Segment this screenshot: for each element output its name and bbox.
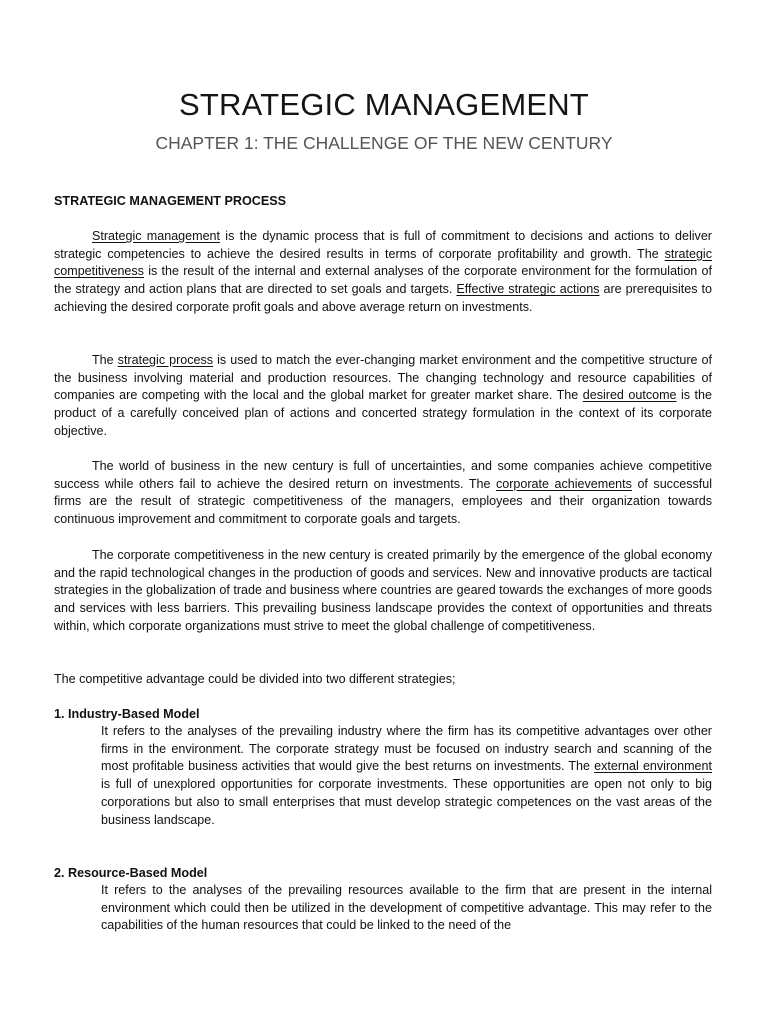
paragraph-text: of successful firms are the result of strategic competitiveness of the managers, employees and their organization towards continuous improvement and commitment to corporate goals and targets. bbox=[54, 476, 713, 527]
paragraph-text: The world of business in the new century is full of uncertainties, and some companies achieve competitive success while others fail to achieve the desired return on investments. The bbox=[54, 459, 712, 491]
paragraph-text: is used to match the ever-changing market environment and the competitive structure of the business involving material and production resources. The changing technology and resource capabilities of companies are competing with the local and the global market for greater market share. The bbox=[54, 353, 713, 403]
paragraph-world-of-business bbox=[54, 458, 712, 529]
list-heading-industry-based: 1. Industry-Based Model bbox=[54, 707, 200, 721]
page-title: STRATEGIC MANAGEMENT bbox=[179, 87, 589, 122]
underlined-term: strategic process bbox=[117, 353, 214, 367]
paragraph-text: It refers to the analyses of the prevailing industry where the firm has its competitive advantages over other firms in the environment. The corporate strategy must be focused on industry search and scanning of the most profitable business activities that would give the best returns on investments. The bbox=[101, 724, 712, 774]
paragraph-text: are prerequisites to achieving the desired corporate profit goals and above average return on investments. bbox=[54, 282, 712, 314]
list-heading-resource-based: 2. Resource-Based Model bbox=[54, 866, 208, 880]
paragraph-strategic-process bbox=[54, 352, 712, 441]
underlined-term: corporate achievements bbox=[495, 476, 632, 491]
paragraph-corporate-competitiveness: The corporate competitiveness in the new century is created primarily by the emergence of the global economy and the rapid technological changes in the production of goods and services. New and innovative products are tactical strategies in the globalization of trade and business where countries are geared towards the exchanges of more goods and services with less barriers. This prevailing business landscape provides the context of opportunities and threats within, which corporate organizations must strive to meet the global challenge of competitiveness. bbox=[54, 548, 712, 633]
underlined-term: desired outcome bbox=[582, 388, 677, 403]
paragraph-text: is the product of a carefully conceived plan of actions and concerted strategy formulation in the context of its corporate objective. bbox=[54, 388, 712, 438]
paragraph-resource-based: It refers to the analyses of the prevailing resources available to the firm that are present in the internal environment which could then be utilized in the development of competitive advantage. This may refer to the capabilities of the human resources that could be linked to the need of the bbox=[101, 883, 712, 933]
underlined-term: strategic competitiveness bbox=[54, 246, 712, 279]
paragraph-text: is the result of the internal and external analyses of the corporate environment for the formulation of the strategy and action plans that are directed to set goals and targets. bbox=[54, 264, 712, 297]
paragraph-competitive-advantage: The competitive advantage could be divided into two different strategies; bbox=[54, 672, 456, 686]
underlined-term: Effective strategic actions bbox=[456, 282, 600, 297]
paragraph-strategic-management bbox=[54, 228, 712, 317]
paragraph-text: is full of unexplored opportunities for corporate investments. These opportunities are open not only to big corporations but also to small enterprises that must develop strategic competences on the vast areas of the business landscape. bbox=[101, 777, 712, 827]
underlined-term: Strategic management bbox=[92, 229, 221, 243]
section-heading: STRATEGIC MANAGEMENT PROCESS bbox=[54, 194, 287, 208]
paragraph-text: is the dynamic process that is full of commitment to decisions and actions to deliver strategic competencies to achieve the desired results in terms of corporate profitability and growth. The bbox=[54, 229, 712, 261]
chapter-subtitle: CHAPTER 1: THE CHALLENGE OF THE NEW CENTURY bbox=[155, 133, 613, 153]
underlined-term: external environment bbox=[594, 759, 712, 774]
paragraph-industry-based bbox=[101, 723, 712, 829]
paragraph-text: The bbox=[92, 353, 118, 367]
